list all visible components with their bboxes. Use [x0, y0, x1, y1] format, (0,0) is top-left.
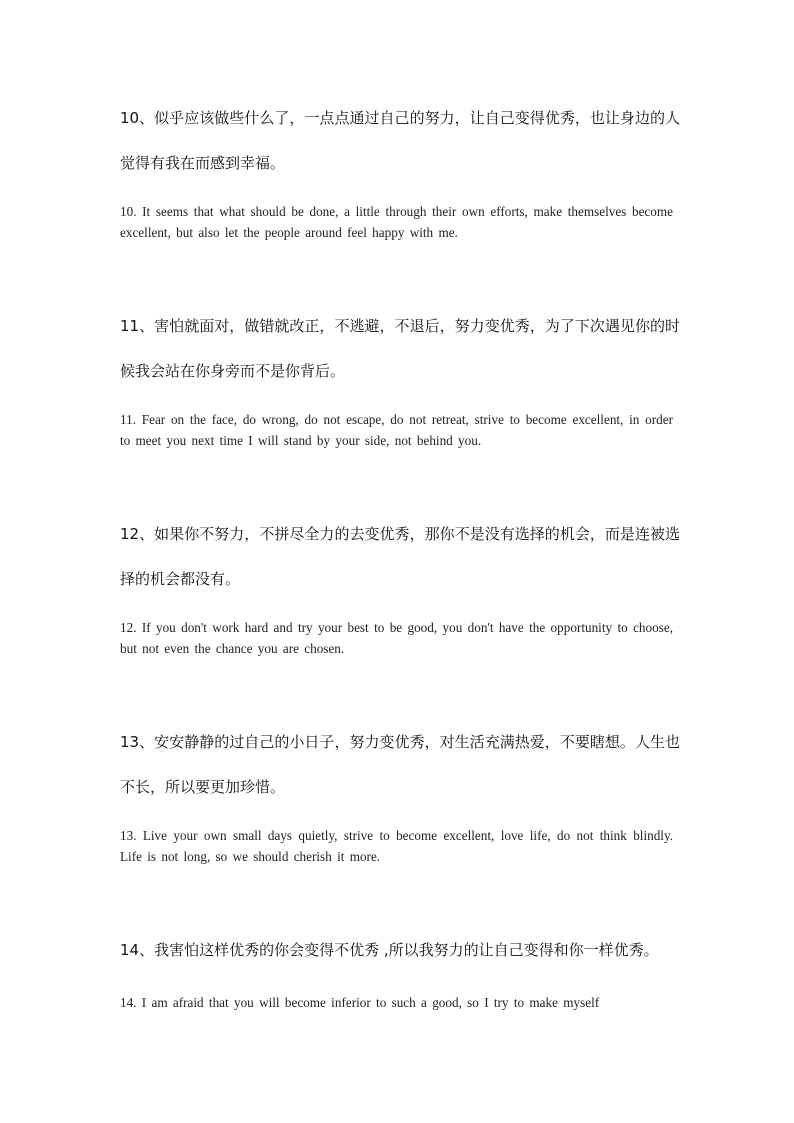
quote-12-english: 12. If you don't work hard and try your best to be good, you don't have the opportunity to choose, but not even the chance you are chosen. [120, 620, 673, 656]
quote-13-english: 13. Live your own small days quietly, strive to become excellent, love life, do not think blindly. Life is not long, so we should cherish it more. [120, 828, 673, 864]
quote-11-chinese: 11、害怕就面对，做错就改正，不逃避，不退后，努力变优秀，为了下次遇见你的时候我会站在你身旁而不是你背后。 [120, 317, 680, 380]
quote-14-english: 14. I am afraid that you will become inferior to such a good, so I try to make myself [120, 995, 600, 1010]
quote-14-chinese: 14、我害怕这样优秀的你会变得不优秀 ,所以我努力的让自己变得和你一样优秀。 [120, 941, 659, 959]
quote-10-chinese: 10、似乎应该做些什么了，一点点通过自己的努力，让自己变得优秀，也让身边的人觉得有我在而感到幸福。 [120, 109, 680, 172]
quote-12-chinese: 12、如果你不努力，不拼尽全力的去变优秀，那你不是没有选择的机会，而是连被选择的机会都没有。 [120, 525, 680, 588]
quote-11-english: 11. Fear on the face, do wrong, do not escape, do not retreat, strive to become excellent, in order to meet you next time I will stand by your side, not behind you. [120, 412, 673, 448]
quote-13-chinese: 13、安安静静的过自己的小日子，努力变优秀，对生活充满热爱，不要瞎想。人生也不长，所以要更加珍惜。 [120, 733, 680, 796]
quote-10-english: 10. It seems that what should be done, a little through their own efforts, make themselves become excellent, but also let the people around feel happy with me. [120, 204, 673, 240]
